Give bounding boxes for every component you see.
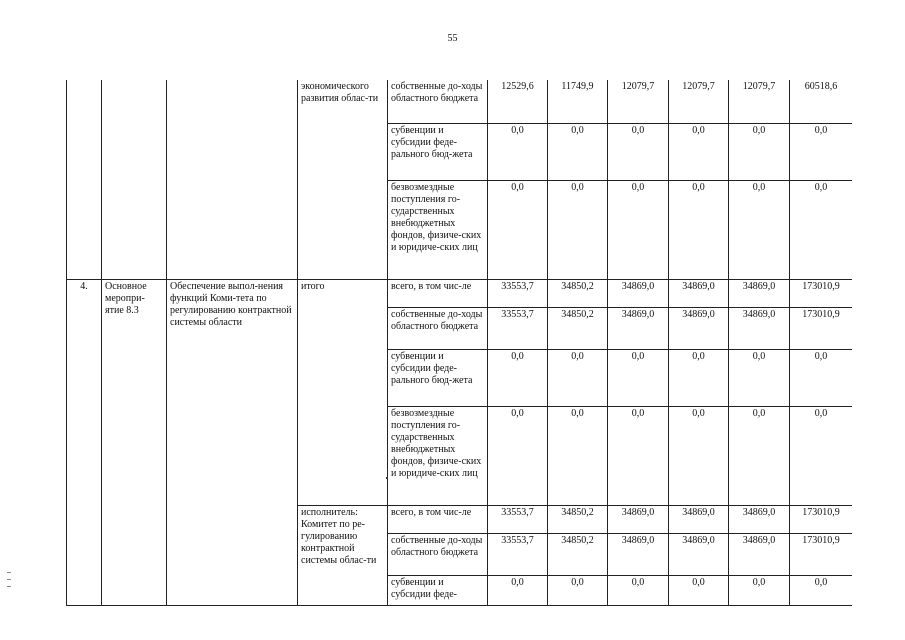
- table-cell: итого: [298, 279, 388, 505]
- table-cell: 0,0: [548, 575, 608, 605]
- table-cell: 33553,7: [488, 505, 548, 533]
- budget-table-frame: [66, 80, 852, 609]
- table-cell: [67, 80, 102, 279]
- table-cell: [167, 80, 298, 279]
- table-cell: 0,0: [548, 123, 608, 180]
- table-cell: 0,0: [729, 575, 790, 605]
- table-cell: 60518,6: [790, 80, 853, 123]
- table-cell: 0,0: [608, 349, 669, 406]
- table-cell: 0,0: [669, 575, 729, 605]
- table-cell: исполнитель: Комитет по ре-гулированию контрактной системы облас-ти: [298, 505, 388, 605]
- table-cell: собственные до-ходы областного бюджета: [388, 307, 488, 349]
- table-cell: 34869,0: [729, 505, 790, 533]
- table-cell: 34869,0: [669, 279, 729, 307]
- table-cell: 0,0: [488, 180, 548, 279]
- table-cell: 12529,6: [488, 80, 548, 123]
- table-cell: 4.: [67, 279, 102, 605]
- table-cell: 0,0: [669, 406, 729, 505]
- table-cell: безвозмездные поступления го-сударственных внебюджетных фондов, физиче-ских и юридиче-ских лиц: [388, 180, 488, 279]
- table-cell: 0,0: [790, 406, 853, 505]
- table-cell: 34869,0: [608, 505, 669, 533]
- table-cell: 34850,2: [548, 505, 608, 533]
- table-cell: 0,0: [790, 180, 853, 279]
- table-row: [67, 80, 853, 123]
- table-cell: субвенции и субсидии феде-рального бюд-жета: [388, 123, 488, 180]
- margin-marks: [7, 572, 13, 602]
- table-cell: 34850,2: [548, 533, 608, 575]
- table-cell: 0,0: [488, 349, 548, 406]
- table-body: [67, 80, 853, 605]
- table-cell: 0,0: [488, 406, 548, 505]
- table-cell: 34869,0: [729, 533, 790, 575]
- table-cell: 34869,0: [608, 533, 669, 575]
- page-number: 55: [447, 33, 458, 44]
- table-cell: 0,0: [608, 575, 669, 605]
- table-cell: 0,0: [488, 575, 548, 605]
- table-cell: 173010,9: [790, 505, 853, 533]
- table-cell: [102, 80, 167, 279]
- table-cell: собственные до-ходы областного бюджета: [388, 533, 488, 575]
- table-cell: 12079,7: [608, 80, 669, 123]
- table-cell: безвозмездные поступления го-сударственных внебюджетных фондов, физиче-ских и юридиче-ских лиц: [388, 406, 488, 505]
- table-cell: собственные до-ходы областного бюджета: [388, 80, 488, 123]
- table-cell: 33553,7: [488, 307, 548, 349]
- table-cell: субвенции и субсидии феде-рального бюд-жета: [388, 349, 488, 406]
- table-cell: 33553,7: [488, 533, 548, 575]
- table-cell: 0,0: [488, 123, 548, 180]
- table-cell: 34869,0: [608, 307, 669, 349]
- table-cell: 33553,7: [488, 279, 548, 307]
- table-cell: 34869,0: [608, 279, 669, 307]
- table-row: [67, 279, 853, 307]
- table-cell: 12079,7: [669, 80, 729, 123]
- table-cell: 0,0: [669, 123, 729, 180]
- table-cell: 0,0: [608, 406, 669, 505]
- table-cell: 173010,9: [790, 533, 853, 575]
- table-cell: 0,0: [608, 123, 669, 180]
- table-cell: 11749,9: [548, 80, 608, 123]
- table-cell: 0,0: [669, 180, 729, 279]
- table-cell: 0,0: [729, 123, 790, 180]
- table-cell: 0,0: [608, 180, 669, 279]
- table-cell: 173010,9: [790, 307, 853, 349]
- table-cell: 0,0: [548, 349, 608, 406]
- table-cell: 34869,0: [729, 279, 790, 307]
- table-cell: Обеспечение выпол-нения функций Коми-тета по регулированию контрактной системы области: [167, 279, 298, 605]
- table-cell: 0,0: [729, 406, 790, 505]
- table-cell: 34869,0: [669, 505, 729, 533]
- table-cell: Основное меропри-ятие 8.3: [102, 279, 167, 605]
- table-cell: субвенции и субсидии феде-: [388, 575, 488, 605]
- table-cell: 12079,7: [729, 80, 790, 123]
- table-cell: 0,0: [790, 349, 853, 406]
- table-cell: 0,0: [729, 180, 790, 279]
- table-cell: 0,0: [548, 180, 608, 279]
- table-cell: 34869,0: [669, 307, 729, 349]
- table-cell: 34869,0: [669, 533, 729, 575]
- table-cell: экономического развития облас-ти: [298, 80, 388, 279]
- table-cell: 0,0: [790, 123, 853, 180]
- table-cell: 34850,2: [548, 307, 608, 349]
- stray-dot: [386, 477, 388, 479]
- table-cell: 0,0: [729, 349, 790, 406]
- table-cell: 0,0: [790, 575, 853, 605]
- table-cell: 0,0: [669, 349, 729, 406]
- table-cell: всего, в том чис-ле: [388, 279, 488, 307]
- table-cell: 34850,2: [548, 279, 608, 307]
- table-cell: 34869,0: [729, 307, 790, 349]
- table-cell: 0,0: [548, 406, 608, 505]
- budget-table: [66, 80, 852, 606]
- table-cell: 173010,9: [790, 279, 853, 307]
- table-cell: всего, в том чис-ле: [388, 505, 488, 533]
